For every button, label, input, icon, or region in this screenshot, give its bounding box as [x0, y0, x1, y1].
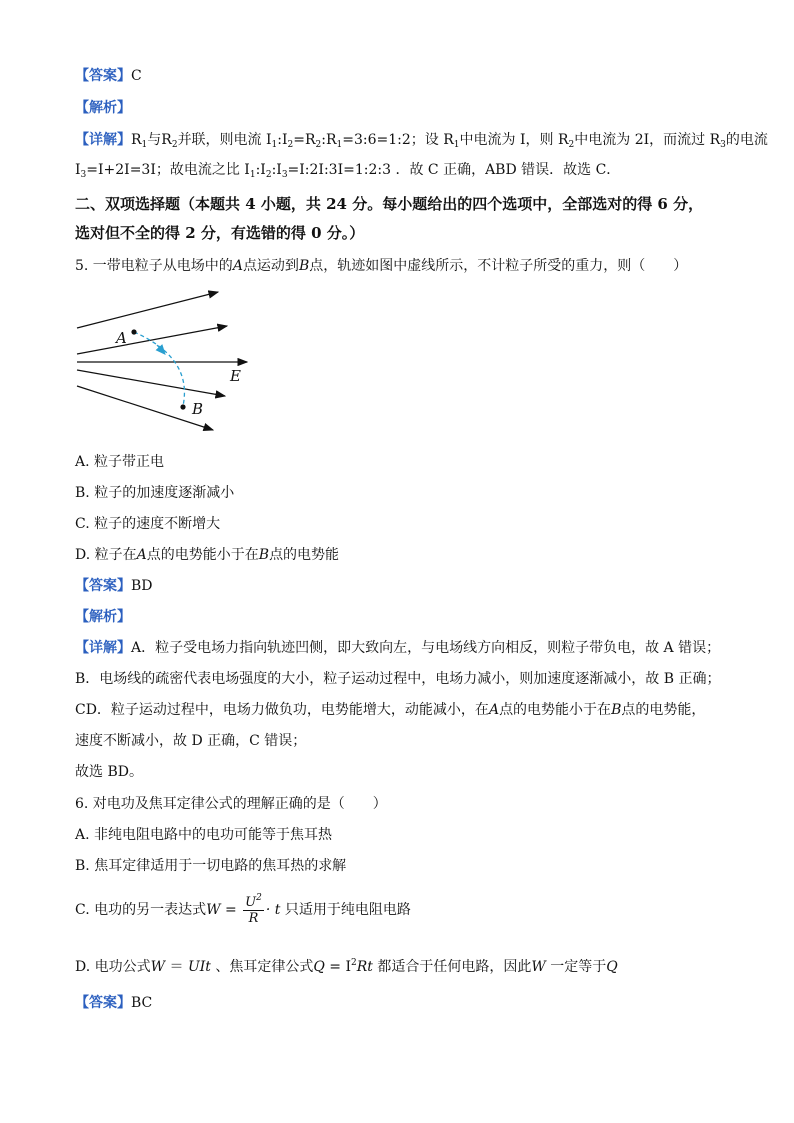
text: D. 粒子在: [75, 547, 137, 563]
q5-answer-line: [75, 576, 153, 596]
sub: 3: [80, 170, 87, 180]
num-sup: 2: [256, 892, 262, 903]
text: D. 电功公式: [75, 959, 151, 975]
text: 点运动到: [242, 258, 299, 274]
text: 、焦耳定律公式: [210, 959, 314, 975]
answer-value: BD: [131, 578, 153, 594]
text: 一定等于: [545, 959, 607, 975]
field-line: [77, 326, 227, 354]
sub: 2: [171, 140, 178, 150]
point-a: [131, 329, 136, 334]
text: = I: [324, 959, 352, 975]
var-rt: Rt: [356, 959, 373, 975]
label-b: B: [192, 400, 204, 418]
var-q: Q: [313, 959, 325, 975]
label-e: E: [230, 367, 241, 385]
q5-conclusion: 故选 BD。: [75, 764, 143, 780]
text: I: [75, 162, 81, 178]
q5-detail-2: B．电场线的疏密代表电场强度的大小，粒子运动过程中，电场力减小，则加速度逐渐减小，故 B 正确；: [75, 671, 721, 687]
var-a: A: [488, 702, 500, 718]
num-u: U: [245, 894, 257, 910]
text: 中电流为 2I，而流过 R: [574, 132, 721, 148]
text: :I: [271, 162, 282, 178]
sub: 1: [336, 140, 343, 150]
text: 点的电势能: [269, 547, 340, 563]
sub: 2: [568, 140, 575, 150]
q4-detail-line-2: [75, 160, 620, 180]
sub: 3: [281, 170, 288, 180]
var-t: · t: [265, 902, 281, 918]
answer-tag: 【答案】: [75, 68, 131, 84]
var-uit: UIt: [187, 959, 211, 975]
text: 并联，则电流 I: [177, 132, 272, 148]
fraction: [243, 892, 264, 926]
electric-field-figure: [75, 288, 265, 436]
var-b: B: [298, 258, 310, 274]
var-b: B: [258, 547, 270, 563]
field-line: [77, 292, 218, 328]
q5-stem: [75, 256, 687, 276]
answer-value: BC: [131, 995, 153, 1011]
point-b: [180, 404, 185, 409]
text: :R: [321, 132, 337, 148]
q6-option-c: [75, 894, 411, 926]
sub: 2: [315, 140, 322, 150]
text: ＝: [165, 959, 188, 975]
text: 中电流为 I，则 R: [459, 132, 569, 148]
text: =I+2I=3I；故电流之比 I: [86, 162, 250, 178]
var-q: Q: [606, 959, 618, 975]
var-a: A: [232, 258, 243, 274]
q5-option-a: A. 粒子带正电: [75, 454, 165, 470]
text: C. 电功的另一表达式: [75, 902, 207, 918]
text: 与R: [147, 132, 172, 148]
q5-detail-1: [75, 638, 720, 658]
q5-option-d: [75, 545, 339, 565]
q5-detail-3: [75, 700, 705, 720]
detail-tag: 【详解】: [75, 640, 131, 656]
q6-option-b: B. 焦耳定律适用于一切电路的焦耳热的求解: [75, 858, 347, 874]
sub: 1: [249, 170, 256, 180]
analysis-tag: 【解析】: [75, 100, 131, 116]
q5-analysis-tag: [75, 607, 131, 627]
sub: 1: [141, 140, 148, 150]
label-a: A: [116, 329, 127, 347]
q4-detail-line-1: [75, 130, 768, 150]
text: :I: [277, 132, 288, 148]
detail-tag: 【详解】: [75, 132, 131, 148]
section-heading-line-1: 二、双项选择题（本题共 4 小题，共 24 分。每小题给出的四个选项中，全部选对的得 6 分，: [75, 195, 704, 213]
text: 5. 一带电粒子从电场中的: [75, 258, 233, 274]
text: 只适用于纯电阻电路: [280, 902, 411, 918]
q5-option-c: C. 粒子的速度不断增大: [75, 516, 221, 532]
text: 点的电势能小于在: [499, 702, 612, 718]
q5-option-b: B. 粒子的加速度逐渐减小: [75, 485, 235, 501]
text: =R: [293, 132, 316, 148]
var-b: B: [611, 702, 622, 718]
text: R: [131, 132, 142, 148]
var-w: W: [206, 902, 221, 918]
sub: 2: [287, 140, 294, 150]
text: :I: [255, 162, 266, 178]
var-w: W: [150, 959, 166, 975]
text: 点的电势能小于在: [146, 547, 259, 563]
analysis-tag: 【解析】: [75, 609, 131, 625]
text: 都适合于任何电路，因此: [372, 959, 532, 975]
field-line: [77, 370, 225, 396]
trajectory-arrow: [157, 345, 164, 353]
text: =3:6=1:2；设 R: [342, 132, 454, 148]
sub: 1: [271, 140, 278, 150]
answer-tag: 【答案】: [75, 995, 131, 1011]
q6-option-d: [75, 957, 618, 977]
text: =: [220, 902, 242, 918]
text: =I:2I:3I=1:2:3 ．故 C 正确，ABD 错误．故选 C．: [287, 162, 621, 178]
q6-option-a: A. 非纯电阻电路中的电功可能等于焦耳热: [75, 827, 333, 843]
q4-analysis-tag: [75, 98, 131, 118]
q6-answer-line: [75, 993, 152, 1013]
var-a: A: [136, 547, 147, 563]
sub: 2: [265, 170, 272, 180]
trajectory-dashed: [134, 332, 184, 406]
q5-detail-4: 速度不断减小，故 D 正确，C 错误；: [75, 733, 307, 749]
sub: 3: [720, 140, 726, 150]
q6-stem: 6. 对电功及焦耳定律公式的理解正确的是（ ）: [75, 796, 387, 812]
sub: 1: [453, 140, 460, 150]
sup: 2: [351, 958, 357, 968]
text: 点，轨迹如图中虚线所示，不计粒子所受的重力，则（ ）: [309, 258, 688, 274]
section-heading-line-2: 选对但不全的得 2 分，有选错的得 0 分。）: [75, 224, 365, 242]
text: 点的电势能，: [621, 702, 706, 718]
text: A．粒子受电场力指向轨迹凹侧，即大致向左，与电场线方向相反，则粒子带负电，故 A 错误；: [131, 640, 721, 656]
denominator: R: [248, 910, 259, 926]
q4-answer-line: [75, 66, 142, 86]
answer-value: C: [131, 68, 142, 84]
text: 的电流: [725, 132, 768, 148]
answer-tag: 【答案】: [75, 578, 131, 594]
var-w: W: [531, 959, 546, 975]
numerator: [243, 892, 264, 911]
text: CD．粒子运动过程中，电场力做负功，电势能增大，动能减小，在: [75, 702, 489, 718]
